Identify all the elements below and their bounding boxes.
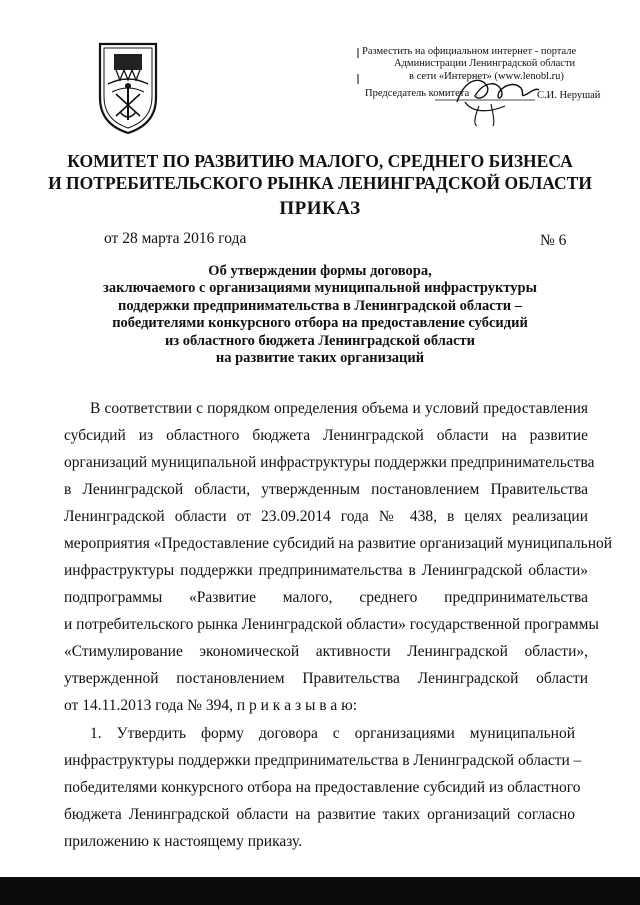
approval-note-line2: Администрации Ленинградской области xyxy=(394,58,576,69)
order-date: от 28 марта 2016 года xyxy=(104,230,247,247)
committee-name-line2: И ПОТРЕБИТЕЛЬСКОГО РЫНКА ЛЕНИНГРАДСКОЙ ОБЛАСТИ xyxy=(48,173,592,193)
body-line: субсидий из областного бюджета Ленинградской области на развитие xyxy=(64,427,588,444)
committee-name-line1: КОМИТЕТ ПО РАЗВИТИЮ МАЛОГО, СРЕДНЕГО БИЗНЕСА xyxy=(67,151,573,171)
chairman-label: Председатель комитета xyxy=(365,88,470,99)
subject-line: на развитие таких организаций xyxy=(215,350,425,367)
body-line: мероприятия «Предоставление субсидий на развитие организаций муниципальной xyxy=(64,535,613,552)
item1-line: инфраструктуры поддержки предпринимательства в Ленинградской области – xyxy=(64,752,582,769)
item1-line: 1. Утвердить форму договора с организациями муниципальной xyxy=(90,725,575,742)
subject-line: победителями конкурсного отбора на предоставление субсидий xyxy=(112,315,528,332)
approval-note-line3: в сети «Интернет» (www.lenobl.ru) xyxy=(409,71,564,82)
signature-icon xyxy=(435,72,540,127)
stamp-edge-marks xyxy=(356,48,362,88)
body-line: «Стимулирование экономической активности Ленинградской области», xyxy=(64,643,588,660)
body-line: от 14.11.2013 года № 394, п р и к а з ы в а ю: xyxy=(64,697,358,714)
subject-line: Об утверждении формы договора, xyxy=(208,263,432,279)
body-line: Ленинградской области от 23.09.2014 года № 438, в целях реализации xyxy=(64,508,588,525)
body-line: инфраструктуры поддержки предпринимательства в Ленинградской области» xyxy=(64,562,588,579)
document-type: ПРИКАЗ xyxy=(279,198,361,219)
body-line: подпрограммы «Развитие малого, среднего предпринимательства xyxy=(64,589,588,606)
scan-edge-bar xyxy=(0,877,640,905)
body-line: утвержденной постановлением Правительства Ленинградской области xyxy=(64,670,588,687)
chairman-name: С.И. Нерушай xyxy=(537,90,601,101)
subject-line: из областного бюджета Ленинградской области xyxy=(164,332,476,349)
item1-line: победителями конкурсного отбора на предоставление субсидий из областного xyxy=(64,779,581,796)
coat-of-arms-icon xyxy=(94,40,162,136)
order-number: № 6 xyxy=(540,232,567,249)
order-subject xyxy=(60,263,580,367)
committee-name xyxy=(0,150,640,194)
item1-line: приложению к настоящему приказу. xyxy=(64,833,303,850)
item1-line: бюджета Ленинградской области на развитие таких организаций согласно xyxy=(64,806,575,823)
body-line: В соответствии с порядком определения объема и условий предоставления xyxy=(90,400,588,417)
subject-line: заключаемого с организациями муниципальной инфраструктуры xyxy=(103,280,537,297)
body-line: и потребительского рынка Ленинградской области» государственной программы xyxy=(64,616,599,633)
body-line: организаций муниципальной инфраструктуры поддержки предпринимательства xyxy=(64,454,595,471)
body-line: в Ленинградской области, утвержденным постановлением Правительства xyxy=(64,481,588,498)
subject-line: поддержки предпринимательства в Ленинградской области – xyxy=(118,297,522,314)
approval-note-line1: Разместить на официальном интернет - портале xyxy=(362,46,577,57)
